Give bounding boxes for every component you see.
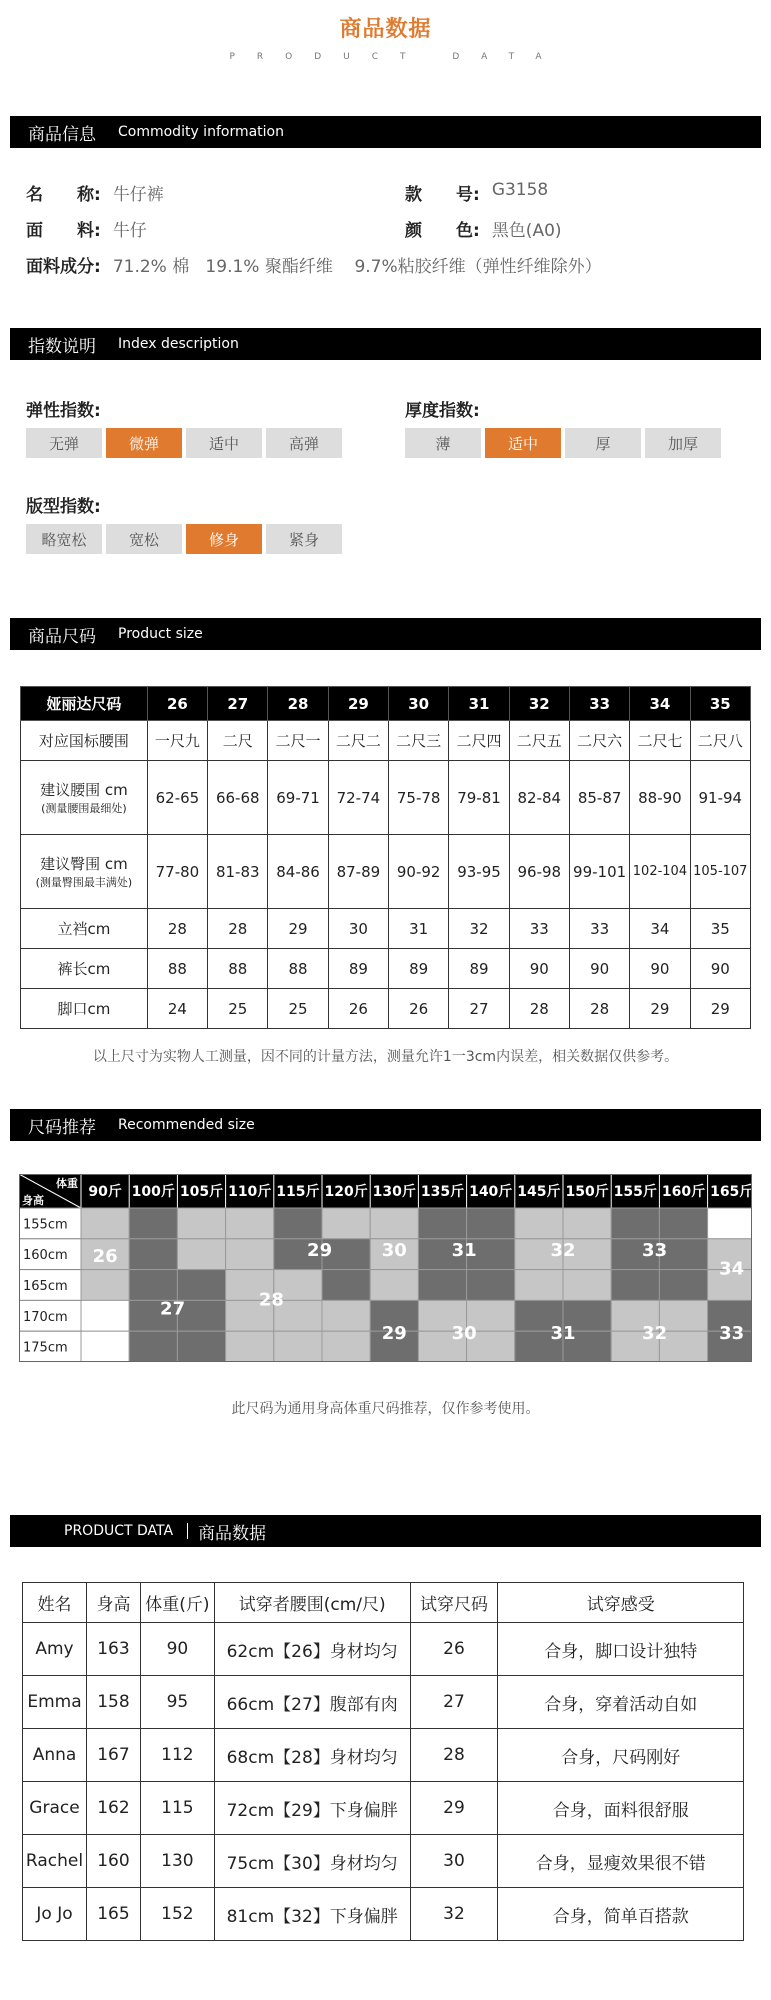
fitting-cell: 160 (86, 1835, 140, 1888)
size-cell: 88-90 (630, 761, 690, 835)
section-title-en: Product size (118, 626, 203, 642)
size-zone-cell (322, 1300, 370, 1331)
fitting-cell: 68cm【28】身材均匀 (214, 1729, 410, 1782)
size-cell: 30 (328, 909, 388, 949)
size-cell: 一尺九 (147, 721, 207, 761)
fitting-header-cell: 试穿者腰围(cm/尺) (214, 1583, 410, 1623)
fitting-header-row (23, 1583, 744, 1623)
size-cell: 28 (509, 989, 569, 1029)
fitting-cell: 26 (410, 1623, 498, 1676)
fit-option: 修身 (186, 524, 262, 554)
size-zone-label: 32 (550, 1240, 576, 1262)
weight-header: 105斤 (179, 1184, 224, 1200)
size-zone-cell (274, 1208, 322, 1239)
size-cell: 102-104 (630, 835, 690, 909)
size-row (21, 761, 751, 835)
fitting-cell: 158 (86, 1676, 140, 1729)
size-row-label-text: 建议腰围 cm (40, 781, 128, 799)
thickness-option: 薄 (405, 428, 481, 458)
section-bar-index (10, 328, 761, 360)
size-zone-label: 33 (719, 1323, 745, 1345)
size-cell: 79-81 (449, 761, 509, 835)
fitting-row (23, 1729, 744, 1782)
fitting-cell: 115 (140, 1782, 214, 1835)
recommend-note: 此尺码为通用身高体重尺码推荐，仅作参考使用。 (231, 1401, 540, 1417)
weight-header: 150斤 (565, 1184, 609, 1200)
size-cell: 29 (690, 989, 750, 1029)
info-value: 牛仔裤 (112, 185, 164, 205)
fit-option: 宽松 (106, 524, 182, 554)
size-zone-cell (515, 1208, 563, 1239)
size-cell: 88 (268, 949, 328, 989)
size-cell: 89 (389, 949, 449, 989)
size-header-cell: 31 (449, 687, 509, 721)
size-zone-label: 27 (160, 1298, 186, 1320)
size-header-cell: 35 (690, 687, 750, 721)
info-value: 牛仔 (112, 221, 147, 241)
size-header-cell: 33 (569, 687, 629, 721)
fitting-table (22, 1582, 744, 1941)
recommend-grid (19, 1174, 752, 1362)
fitting-header-cell: 试穿尺码 (410, 1583, 498, 1623)
fit-option: 紧身 (266, 524, 342, 554)
size-header-cell: 28 (268, 687, 328, 721)
section-title-en: Commodity information (118, 124, 284, 140)
info-value: 71.2% 棉 19.1% 聚酯纤维 9.7%粘胶纤维（弹性纤维除外） (112, 257, 602, 277)
size-cell: 二尺一 (268, 721, 328, 761)
size-zone-label: 29 (381, 1323, 407, 1345)
section-title-cn: 指数说明 (28, 336, 96, 357)
size-zone-cell (659, 1270, 707, 1301)
info-value: G3158 (491, 180, 549, 200)
fitting-header-cell: 体重(斤) (140, 1583, 214, 1623)
section-title-cn: 商品尺码 (28, 626, 96, 647)
fitting-header-cell: 姓名 (23, 1583, 87, 1623)
elastic-option: 无弹 (26, 428, 102, 458)
corner-label-height: 身高 (22, 1194, 44, 1207)
size-cell: 二尺七 (630, 721, 690, 761)
size-zone-label: 30 (451, 1323, 477, 1345)
fitting-cell: 30 (410, 1835, 498, 1888)
fitting-header-cell: 试穿感受 (498, 1583, 744, 1623)
size-cell: 87-89 (328, 835, 388, 909)
size-zone-cell (322, 1270, 370, 1301)
size-zone-cell (515, 1270, 563, 1301)
size-row-label-text: 建议臀围 cm (40, 855, 128, 873)
size-cell: 29 (630, 989, 690, 1029)
size-zone-label: 34 (719, 1258, 745, 1280)
size-cell: 69-71 (268, 761, 328, 835)
section-title-cn: 尺码推荐 (28, 1117, 96, 1138)
thickness-option: 加厚 (645, 428, 721, 458)
elastic-index-scale (26, 428, 346, 458)
size-zone-cell (129, 1270, 177, 1301)
size-cell: 81-83 (208, 835, 268, 909)
size-cell: 28 (147, 909, 207, 949)
fitting-cell: 29 (410, 1782, 498, 1835)
section-bar-size (10, 618, 761, 650)
size-cell: 91-94 (690, 761, 750, 835)
size-cell: 90 (630, 949, 690, 989)
info-key: 款 号: (405, 185, 480, 205)
size-zone-cell (370, 1208, 418, 1239)
size-cell: 66-68 (208, 761, 268, 835)
size-zone-label: 29 (307, 1240, 333, 1262)
fitting-cell: Emma (23, 1676, 87, 1729)
size-zone-cell (226, 1239, 274, 1270)
thickness-option: 适中 (485, 428, 561, 458)
fitting-cell: 163 (86, 1623, 140, 1676)
section-title-cn: 商品数据 (198, 1523, 267, 1544)
fitting-row (23, 1676, 744, 1729)
fitting-cell: 130 (140, 1835, 214, 1888)
size-cell: 99-101 (569, 835, 629, 909)
size-header-cell: 32 (509, 687, 569, 721)
size-row (21, 949, 751, 989)
weight-header: 165斤 (710, 1184, 752, 1200)
size-header-row (21, 687, 751, 721)
fitting-cell: 75cm【30】身材均匀 (214, 1835, 410, 1888)
info-key: 面 料: (26, 221, 101, 241)
size-header-cell: 26 (147, 687, 207, 721)
size-row-label-text: 脚口cm (57, 1000, 111, 1018)
size-cell: 二尺三 (389, 721, 449, 761)
size-cell: 85-87 (569, 761, 629, 835)
size-cell: 28 (208, 909, 268, 949)
size-cell: 88 (208, 949, 268, 989)
fitting-row (23, 1835, 744, 1888)
weight-header: 155斤 (613, 1184, 657, 1200)
size-row-sublabel: (测量腰围最细处) (41, 802, 127, 815)
fitting-row (23, 1782, 744, 1835)
size-zone-cell (274, 1331, 322, 1362)
weight-header: 140斤 (469, 1184, 513, 1200)
fitting-cell: 95 (140, 1676, 214, 1729)
size-zone-cell (659, 1208, 707, 1239)
size-table (20, 686, 751, 1029)
size-cell: 90 (509, 949, 569, 989)
elastic-option: 适中 (186, 428, 262, 458)
size-cell: 26 (328, 989, 388, 1029)
size-cell: 88 (147, 949, 207, 989)
size-zone-cell (418, 1270, 466, 1301)
size-cell: 二尺四 (449, 721, 509, 761)
fitting-cell: 81cm【32】下身偏胖 (214, 1888, 410, 1941)
size-zone-cell (611, 1270, 659, 1301)
size-row-label-text: 对应国标腰围 (38, 732, 129, 750)
size-row-label (21, 721, 148, 761)
size-cell: 72-74 (328, 761, 388, 835)
size-zone-cell (370, 1270, 418, 1301)
section-bar-recommend (10, 1109, 761, 1141)
fitting-cell: 66cm【27】腹部有肉 (214, 1676, 410, 1729)
thickness-index-scale (405, 428, 725, 458)
recommend-chart (19, 1174, 752, 1362)
size-zone-cell (177, 1208, 225, 1239)
weight-header: 135斤 (420, 1184, 465, 1200)
fitting-cell: Grace (23, 1782, 87, 1835)
fitting-header-cell: 身高 (86, 1583, 140, 1623)
weight-header: 145斤 (517, 1184, 561, 1200)
fitting-cell: Amy (23, 1623, 87, 1676)
size-header-cell: 27 (208, 687, 268, 721)
size-row-label (21, 761, 148, 835)
weight-header: 130斤 (372, 1184, 416, 1200)
fitting-cell: 72cm【29】下身偏胖 (214, 1782, 410, 1835)
info-name (26, 180, 164, 205)
size-cell: 82-84 (509, 761, 569, 835)
elastic-option: 微弹 (106, 428, 182, 458)
size-cell: 二尺八 (690, 721, 750, 761)
size-zone-cell (81, 1331, 129, 1362)
fitting-cell: 162 (86, 1782, 140, 1835)
size-cell: 31 (389, 909, 449, 949)
size-cell: 90 (569, 949, 629, 989)
info-code (405, 180, 548, 205)
size-zone-cell (467, 1270, 515, 1301)
size-zone-cell (129, 1239, 177, 1270)
size-zone-label: 33 (642, 1240, 668, 1262)
fitting-cell: 152 (140, 1888, 214, 1941)
fitting-cell: 27 (410, 1676, 498, 1729)
fitting-cell: 合身，显瘦效果很不错 (498, 1835, 744, 1888)
weight-header: 100斤 (131, 1184, 175, 1200)
size-header-cell: 29 (328, 687, 388, 721)
corner-label-weight: 体重 (56, 1177, 78, 1190)
size-zone-label: 30 (381, 1240, 407, 1262)
section-title-cn: 商品信息 (28, 124, 96, 145)
size-cell: 93-95 (449, 835, 509, 909)
info-color (405, 216, 562, 241)
section-title-en: Index description (118, 336, 239, 352)
section-title-en: PRODUCT DATA (64, 1523, 174, 1539)
size-zone-cell (129, 1208, 177, 1239)
size-cell: 77-80 (147, 835, 207, 909)
fitting-cell: 32 (410, 1888, 498, 1941)
fitting-cell: Anna (23, 1729, 87, 1782)
size-cell: 二尺二 (328, 721, 388, 761)
size-zone-label: 32 (642, 1323, 668, 1345)
size-cell: 24 (147, 989, 207, 1029)
size-zone-cell (467, 1208, 515, 1239)
size-cell: 26 (389, 989, 449, 1029)
size-row-label (21, 835, 148, 909)
size-zone-cell (418, 1208, 466, 1239)
fitting-row (23, 1623, 744, 1676)
size-zone-cell (563, 1270, 611, 1301)
elastic-index-label: 弹性指数: (26, 401, 101, 421)
size-zone-label: 31 (451, 1240, 477, 1262)
size-cell: 96-98 (509, 835, 569, 909)
info-key: 名 称: (26, 185, 101, 205)
size-row-label-text: 立裆cm (57, 920, 111, 938)
size-zone-cell (81, 1208, 129, 1239)
size-cell: 32 (449, 909, 509, 949)
height-label: 165cm (23, 1279, 68, 1294)
size-cell: 33 (569, 909, 629, 949)
fitting-cell: 合身，面料很舒服 (498, 1782, 744, 1835)
size-cell: 29 (268, 909, 328, 949)
fitting-cell: Rachel (23, 1835, 87, 1888)
fitting-cell: 90 (140, 1623, 214, 1676)
size-zone-cell (177, 1239, 225, 1270)
size-cell: 33 (509, 909, 569, 949)
fitting-cell: 合身，简单百搭款 (498, 1888, 744, 1941)
size-zone-cell (81, 1270, 129, 1301)
size-cell: 35 (690, 909, 750, 949)
fitting-cell: 合身，脚口设计独特 (498, 1623, 744, 1676)
size-cell: 25 (208, 989, 268, 1029)
size-row-label (21, 909, 148, 949)
info-value: 黑色(A0) (491, 221, 562, 241)
fit-option: 略宽松 (26, 524, 102, 554)
section-bar-fitting (10, 1515, 761, 1547)
size-zone-cell (177, 1270, 225, 1301)
fitting-cell: 62cm【26】身材均匀 (214, 1623, 410, 1676)
height-label: 160cm (23, 1248, 68, 1264)
section-bar-commodity (10, 116, 761, 148)
fitting-cell: 合身，尺码刚好 (498, 1729, 744, 1782)
info-key: 颜 色: (405, 221, 480, 241)
size-cell: 二尺五 (509, 721, 569, 761)
size-zone-cell (563, 1208, 611, 1239)
size-zone-cell (177, 1331, 225, 1362)
size-cell: 34 (630, 909, 690, 949)
size-zone-cell (81, 1300, 129, 1331)
thickness-option: 厚 (565, 428, 641, 458)
height-label: 170cm (23, 1309, 68, 1325)
size-cell: 89 (328, 949, 388, 989)
size-zone-label: 26 (92, 1246, 118, 1268)
size-row (21, 721, 751, 761)
thickness-index-label: 厚度指数: (405, 401, 480, 421)
size-cell: 28 (569, 989, 629, 1029)
fit-index-scale (26, 524, 346, 554)
size-row (21, 909, 751, 949)
size-zone-cell (226, 1331, 274, 1362)
size-zone-label: 31 (550, 1323, 576, 1345)
size-cell: 89 (449, 949, 509, 989)
fitting-cell: 28 (410, 1729, 498, 1782)
fit-index-label: 版型指数: (26, 497, 101, 517)
size-row-label (21, 989, 148, 1029)
section-title-en: Recommended size (118, 1117, 255, 1133)
weight-header: 160斤 (661, 1184, 706, 1200)
weight-header: 120斤 (324, 1184, 368, 1200)
size-cell: 62-65 (147, 761, 207, 835)
size-cell: 75-78 (389, 761, 449, 835)
size-row-sublabel: (测量臀围最丰满处) (35, 876, 133, 889)
size-zone-cell (708, 1208, 752, 1239)
size-cell: 84-86 (268, 835, 328, 909)
info-fabric (26, 216, 147, 241)
fitting-cell: Jo Jo (23, 1888, 87, 1941)
weight-header: 90斤 (88, 1184, 122, 1200)
size-row (21, 989, 751, 1029)
title-separator (187, 1523, 188, 1539)
info-composition (26, 252, 602, 277)
size-cell: 二尺六 (569, 721, 629, 761)
fitting-cell: 合身，穿着活动自如 (498, 1676, 744, 1729)
fitting-row (23, 1888, 744, 1941)
size-zone-label: 28 (258, 1289, 284, 1311)
size-cell: 27 (449, 989, 509, 1029)
size-cell: 90-92 (389, 835, 449, 909)
page-subtitle: PRODUCT DATA (229, 52, 564, 62)
fitting-cell: 167 (86, 1729, 140, 1782)
size-header-cell: 30 (389, 687, 449, 721)
size-zone-cell (322, 1208, 370, 1239)
size-row (21, 835, 751, 909)
size-row-label-text: 裤长cm (57, 960, 111, 978)
size-header-cell: 娅丽达尺码 (21, 687, 148, 721)
weight-header: 110斤 (228, 1184, 272, 1200)
elastic-option: 高弹 (266, 428, 342, 458)
size-zone-cell (226, 1208, 274, 1239)
size-zone-cell (322, 1331, 370, 1362)
size-zone-cell (129, 1331, 177, 1362)
info-key: 面料成分: (26, 257, 101, 277)
size-cell: 二尺 (208, 721, 268, 761)
size-header-cell: 34 (630, 687, 690, 721)
page-title: 商品数据 (339, 17, 432, 42)
height-label: 155cm (23, 1217, 68, 1233)
size-note: 以上尺寸为实物人工测量，因不同的计量方法，测量允许1一3cm内误差，相关数据仅供参考。 (92, 1049, 679, 1065)
fitting-cell: 165 (86, 1888, 140, 1941)
height-label: 175cm (23, 1340, 68, 1356)
fitting-cell: 112 (140, 1729, 214, 1782)
size-zone-cell (611, 1208, 659, 1239)
size-cell: 105-107 (690, 835, 750, 909)
size-row-label (21, 949, 148, 989)
size-cell: 25 (268, 989, 328, 1029)
size-cell: 90 (690, 949, 750, 989)
weight-header: 115斤 (276, 1184, 320, 1200)
